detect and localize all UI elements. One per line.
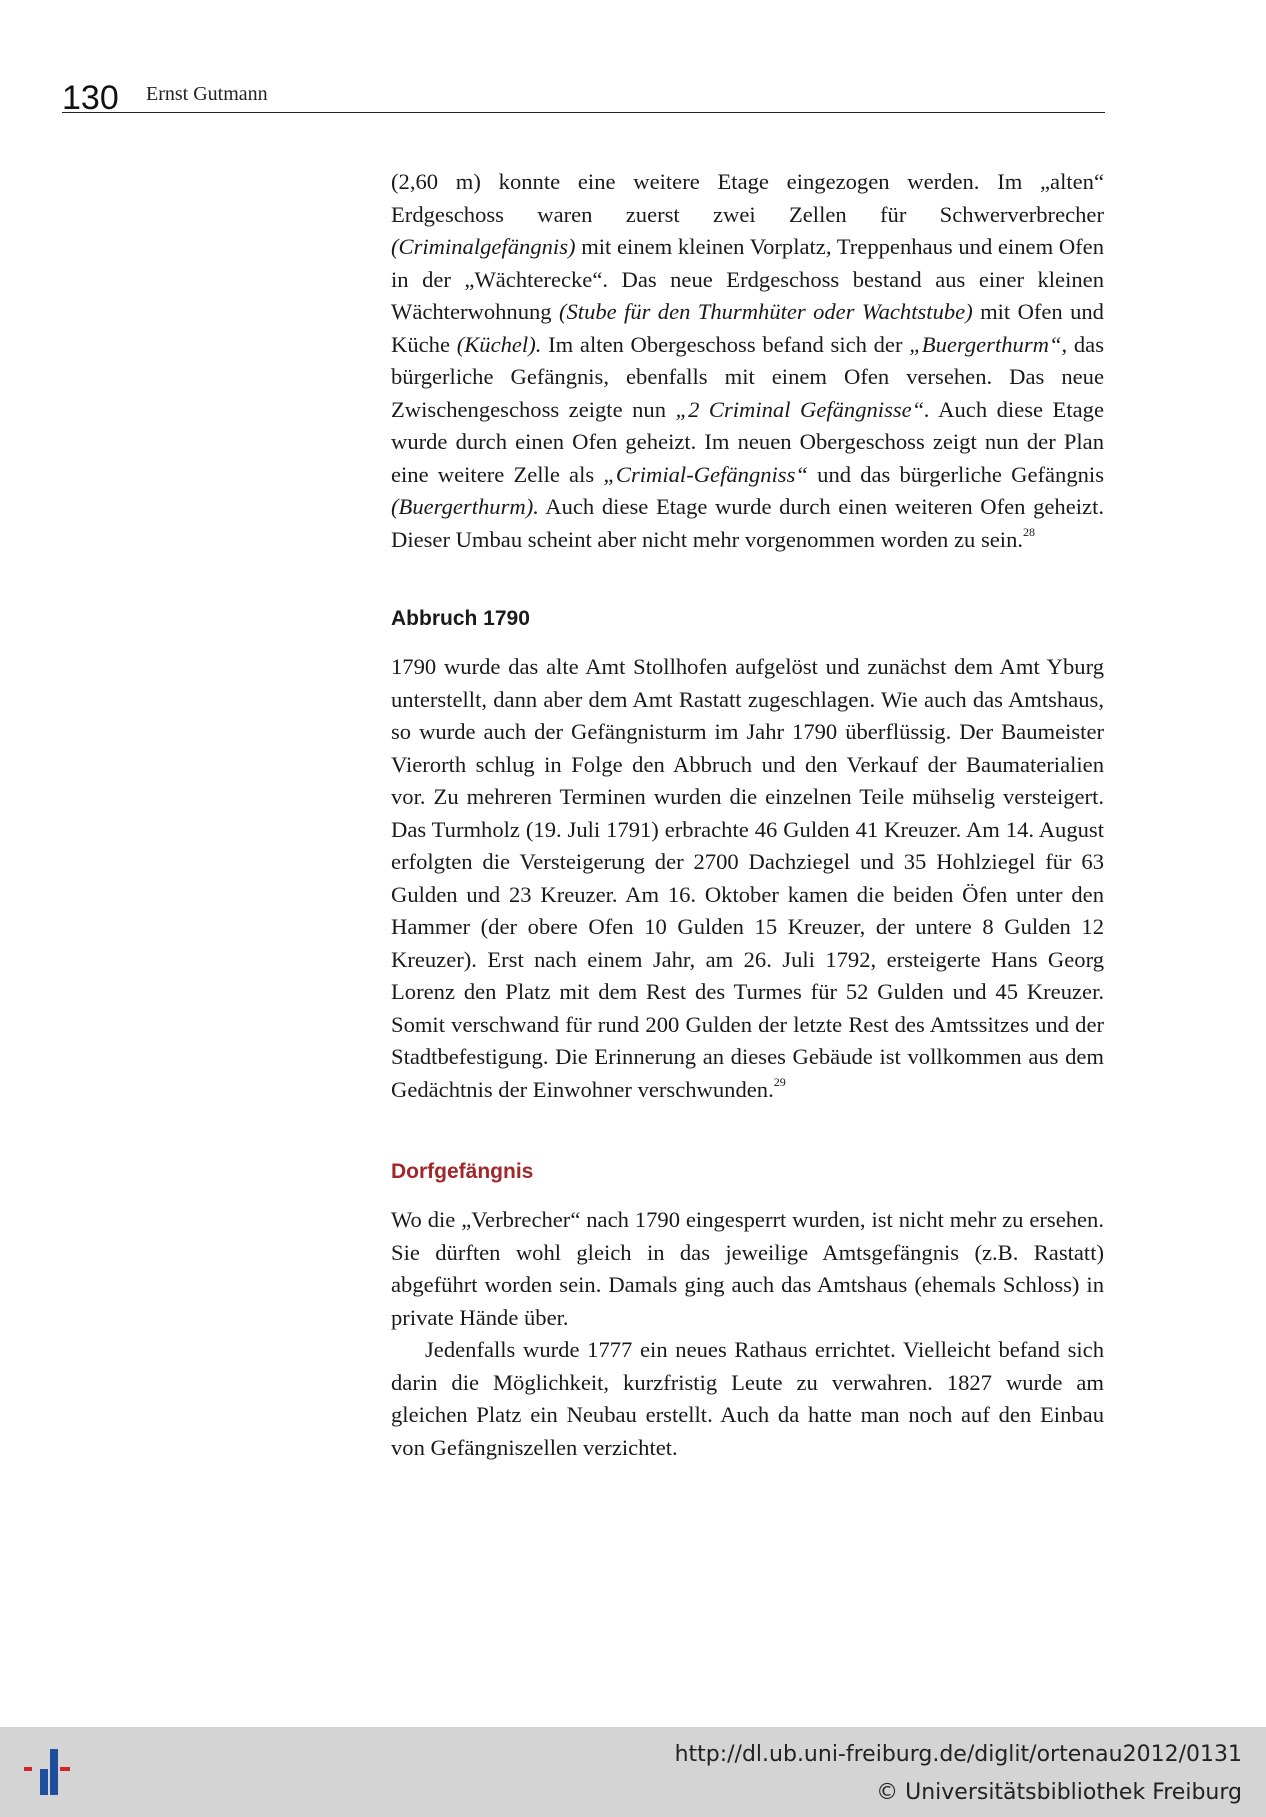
text-run: Auch diese Etage wurde durch einen weiteren Ofen geheizt. Dieser Umbau scheint aber nicht mehr vorgenommen worden zu sein. — [391, 494, 1104, 552]
text-run: Wo die „Verbrecher“ nach 1790 eingesperrt wurden, ist nicht mehr zu ersehen. Sie dürften wohl gleich in das jeweilige Amtsgefängnis (z.B. Rastatt) abgeführt worden sein. Damals ging auch das Amtshaus (ehemals Schloss) in private Hände über. — [391, 1207, 1104, 1330]
text-run: Im alten Obergeschoss befand sich der — [541, 331, 910, 357]
text-run: 1790 wurde das alte Amt Stollhofen aufgelöst und zunächst dem Amt Yburg unterstellt, dann aber dem Amt Rastatt zugeschlagen. Wie auch das Amtshaus, so wurde auch der Gefängnisturm im Jahr 1790 überflüssig. Der Baumeister Vierorth schlug in Folge den Abbruch und den Verkauf der Baumaterialien vor. Zu mehreren Terminen wurden die einzelnen Teile mühselig versteigert. Das Turmholz (19. Juli 1791) erbrachte 46 Gulden 41 Kreuzer. Am 14. August erfolgten die Versteigerung der 2700 Dachziegel und 35 Hohlziegel für 63 Gulden und 23 Kreuzer. Am 16. Oktober kamen die beiden Öfen unter den Hammer (der obere Ofen 10 Gulden 15 Kreuzer, der untere 8 Gulden 12 Kreuzer). Erst nach einem Jahr, am 26. Juli 1792, ersteigerte Hans Georg Lorenz den Platz mit dem Rest des Turmes für 52 Gulden und 45 Kreuzer. Somit verschwand für rund 200 Gulden der letzte Rest des Amtssitzes und der Stadtbefestigung. Die Erinnerung an dieses Gebäude ist vollkommen aus dem Gedächtnis der Einwohner verschwunden. — [391, 654, 1104, 1102]
page-number: 130 — [62, 79, 119, 117]
footer-copyright: © Universitätsbibliothek Freiburg — [876, 1780, 1242, 1805]
page-header — [62, 78, 1105, 117]
italic-text: „2 Criminal Gefängnisse“. — [675, 396, 930, 422]
text-run: mit einem kleinen Vorplatz, Treppenhaus und einem Ofen in der „Wächterecke“. Das neue Erdgeschoss bestand aus einer kleinen Wächterwohnung — [391, 234, 1104, 324]
text-run: mit Ofen und Küche — [391, 299, 1104, 357]
italic-text: „Crimial-Gefängniss“ — [603, 461, 808, 487]
paragraph-intro — [391, 166, 1104, 556]
paragraph-dorf-2 — [391, 1334, 1104, 1464]
text-run: Auch diese Etage wurde durch einen Ofen geheizt. Im neuen Obergeschoss zeigt nun der Plan eine weitere Zelle als — [391, 396, 1104, 487]
footer-source-url[interactable]: http://dl.ub.uni-freiburg.de/diglit/ortenau2012/0131 — [674, 1742, 1242, 1767]
text-column — [391, 166, 1104, 1464]
text-run: (2,60 m) konnte eine weitere Etage eingezogen werden. Im „alten“ Erdgeschoss waren zuerst zwei Zellen für Schwerverbrecher — [391, 169, 1104, 227]
italic-text: „Buergerthurm“ — [909, 331, 1062, 357]
text-run: , das bürgerliche Gefängnis, ebenfalls mit einem Ofen versehen. Das neue Zwischengeschoss zeigte nun — [391, 331, 1104, 422]
italic-text: (Küchel). — [456, 331, 542, 357]
paragraph-abbruch — [391, 651, 1104, 1106]
italic-text: (Buergerthurm). — [391, 494, 539, 519]
footnote-ref: 29 — [773, 1074, 786, 1089]
italic-text: (Stube für den Thurmhüter oder Wachtstube) — [558, 299, 973, 324]
ub-freiburg-logo-icon — [16, 1741, 80, 1805]
text-run: und das bürgerliche Gefängnis — [807, 461, 1104, 487]
section-heading-abbruch: Abbruch 1790 — [391, 607, 530, 630]
text-run: Jedenfalls wurde 1777 ein neues Rathaus errichtet. Vielleicht befand sich darin die Möglichkeit, kurzfristig Leute zu verwahren. 1827 wurde am gleichen Platz ein Neubau erstellt. Auch da hatte man noch auf den Einbau von Gefängniszellen verzichtet. — [391, 1337, 1104, 1460]
section-heading-dorfgefaengnis: Dorfgefängnis — [391, 1160, 534, 1183]
running-head-author: Ernst Gutmann — [146, 83, 268, 105]
italic-text: (Criminalgefängnis) — [391, 234, 576, 259]
footer-bar — [0, 1727, 1266, 1817]
paragraph-dorf-1 — [391, 1204, 1104, 1334]
footnote-ref: 28 — [1023, 524, 1036, 539]
